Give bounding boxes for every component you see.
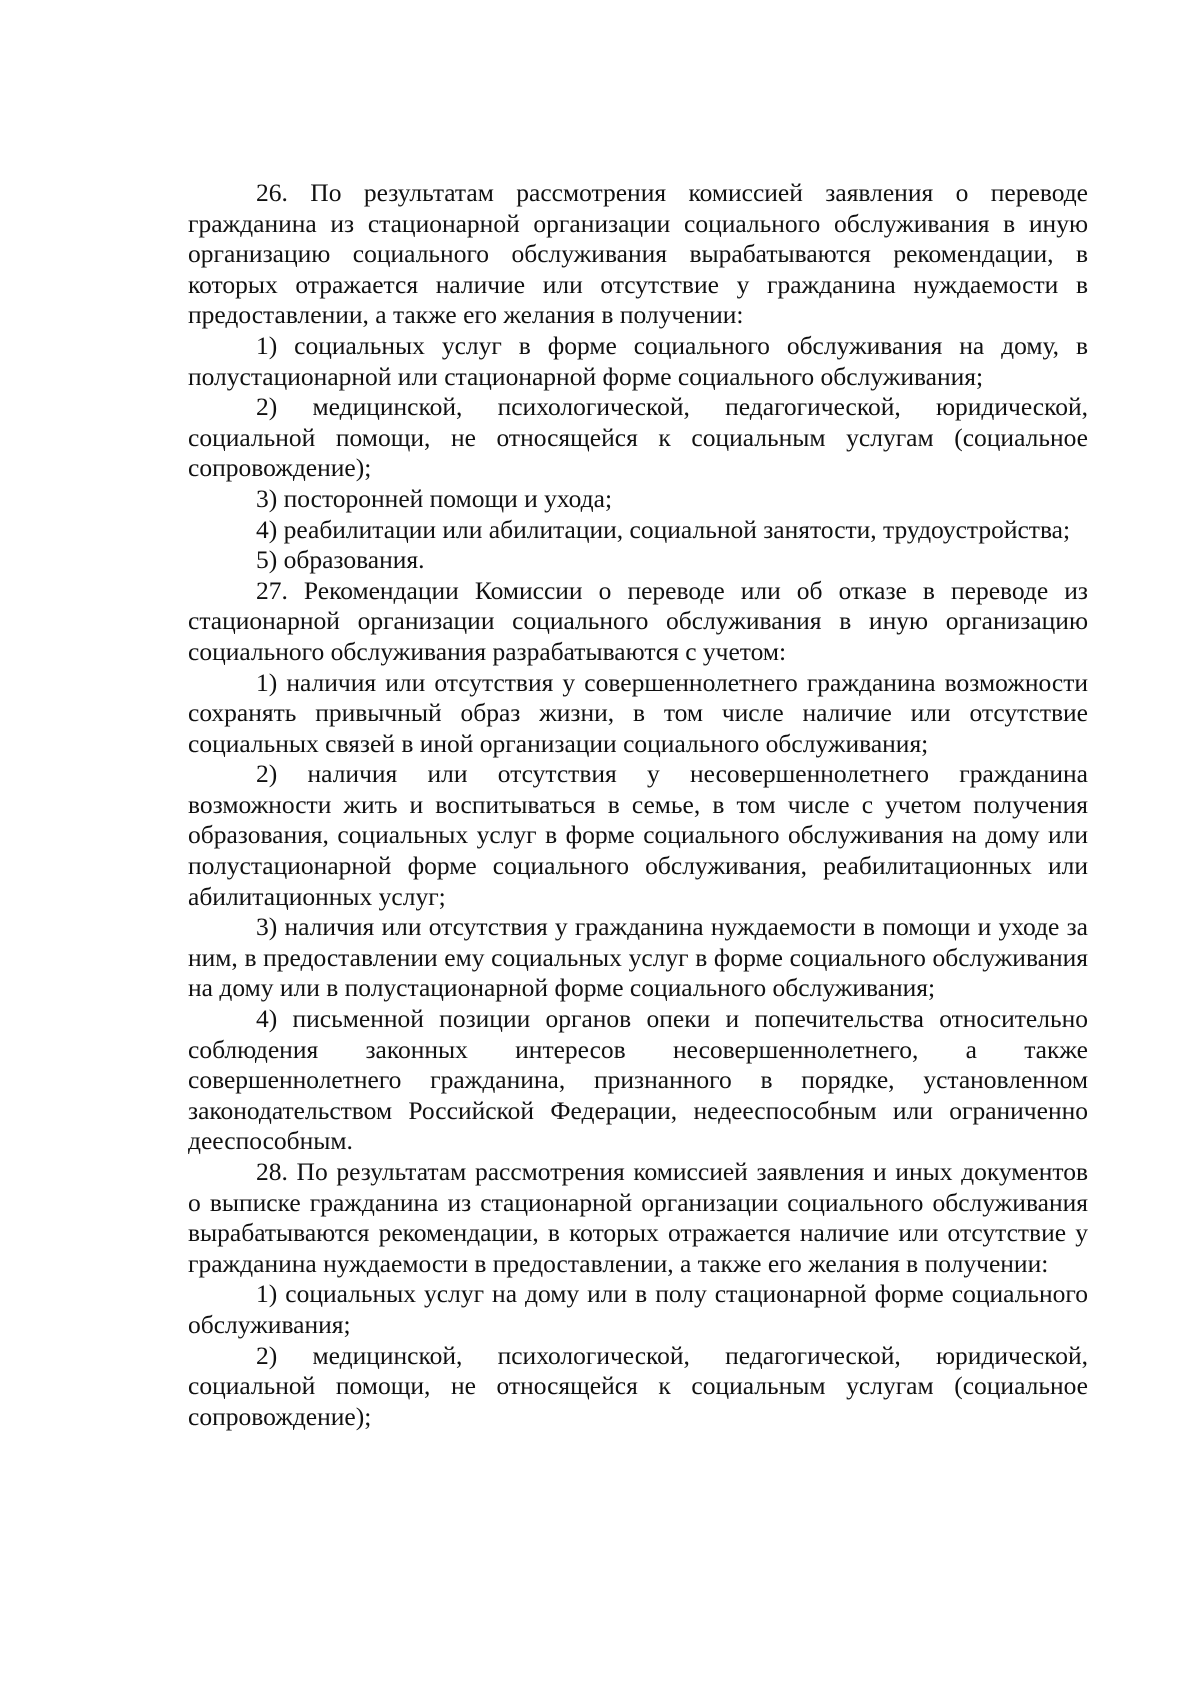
list-item-27-1: 1) наличия или отсутствия у совершеннолетнего гражданина возможности сохранять привычный образ жизни, в том числе наличие или отсутствие социальных связей в иной организации социального обслуживания;	[188, 667, 1088, 758]
paragraph-28: 28. По результатам рассмотрения комиссией заявления и иных документов о выписке гражданина из стационарной организации социального обслуживания вырабатываются рекомендации, в которых отражается наличие или отсутствие у гражданина нуждаемости в предоставлении, а также его желания в получении:	[188, 1157, 1088, 1278]
list-item-28-2: 2) медицинской, психологической, педагогической, юридической, социальной помощи, не относящейся к социальным услугам (социальное сопровождение);	[188, 1340, 1088, 1431]
list-item-26-3: 3) посторонней помощи и ухода;	[256, 483, 613, 513]
list-item-28-1: 1) социальных услуг на дому или в полу стационарной форме социального обслуживания;	[188, 1279, 1088, 1339]
paragraph-26: 26. По результатам рассмотрения комиссией заявления о переводе гражданина из стационарной организации социального обслуживания в иную организацию социального обслуживания вырабатываются рекомендации, в которых отражается наличие или отсутствие у гражданина нуждаемости в предоставлении, а также его желания в получении:	[188, 178, 1088, 330]
paragraph-27: 27. Рекомендации Комиссии о переводе или об отказе в переводе из стационарной организации социального обслуживания в иную организацию социального обслуживания разрабатываются с учетом:	[188, 575, 1088, 666]
list-item-27-3: 3) наличия или отсутствия у гражданина нуждаемости в помощи и уходе за ним, в предоставлении ему социальных услуг в форме социального обслуживания на дому или в полустационарной форме социального обслуживания;	[188, 912, 1088, 1003]
list-item-26-2: 2) медицинской, психологической, педагогической, юридической, социальной помощи, не относящейся к социальным услугам (социальное сопровождение);	[188, 392, 1088, 483]
document-body	[188, 178, 1088, 1432]
list-item-26-4: 4) реабилитации или абилитации, социальной занятости, трудоустройства;	[256, 514, 1071, 544]
list-item-27-4: 4) письменной позиции органов опеки и попечительства относительно соблюдения законных интересов несовершеннолетнего, а также совершеннолетнего гражданина, признанного в порядке, установленном законодательством Российской Федерации, недееспособным или ограниченно дееспособным.	[188, 1004, 1088, 1156]
list-item-27-2: 2) наличия или отсутствия у несовершеннолетнего гражданина возможности жить и воспитываться в семье, в том числе с учетом получения образования, социальных услуг в форме социального обслуживания на дому или полустационарной форме социального обслуживания, реабилитационных или абилитационных услуг;	[188, 759, 1088, 911]
list-item-26-1: 1) социальных услуг в форме социального обслуживания на дому, в полустационарной или стационарной форме социального обслуживания;	[188, 330, 1088, 391]
list-item-26-5: 5) образования.	[256, 545, 425, 575]
